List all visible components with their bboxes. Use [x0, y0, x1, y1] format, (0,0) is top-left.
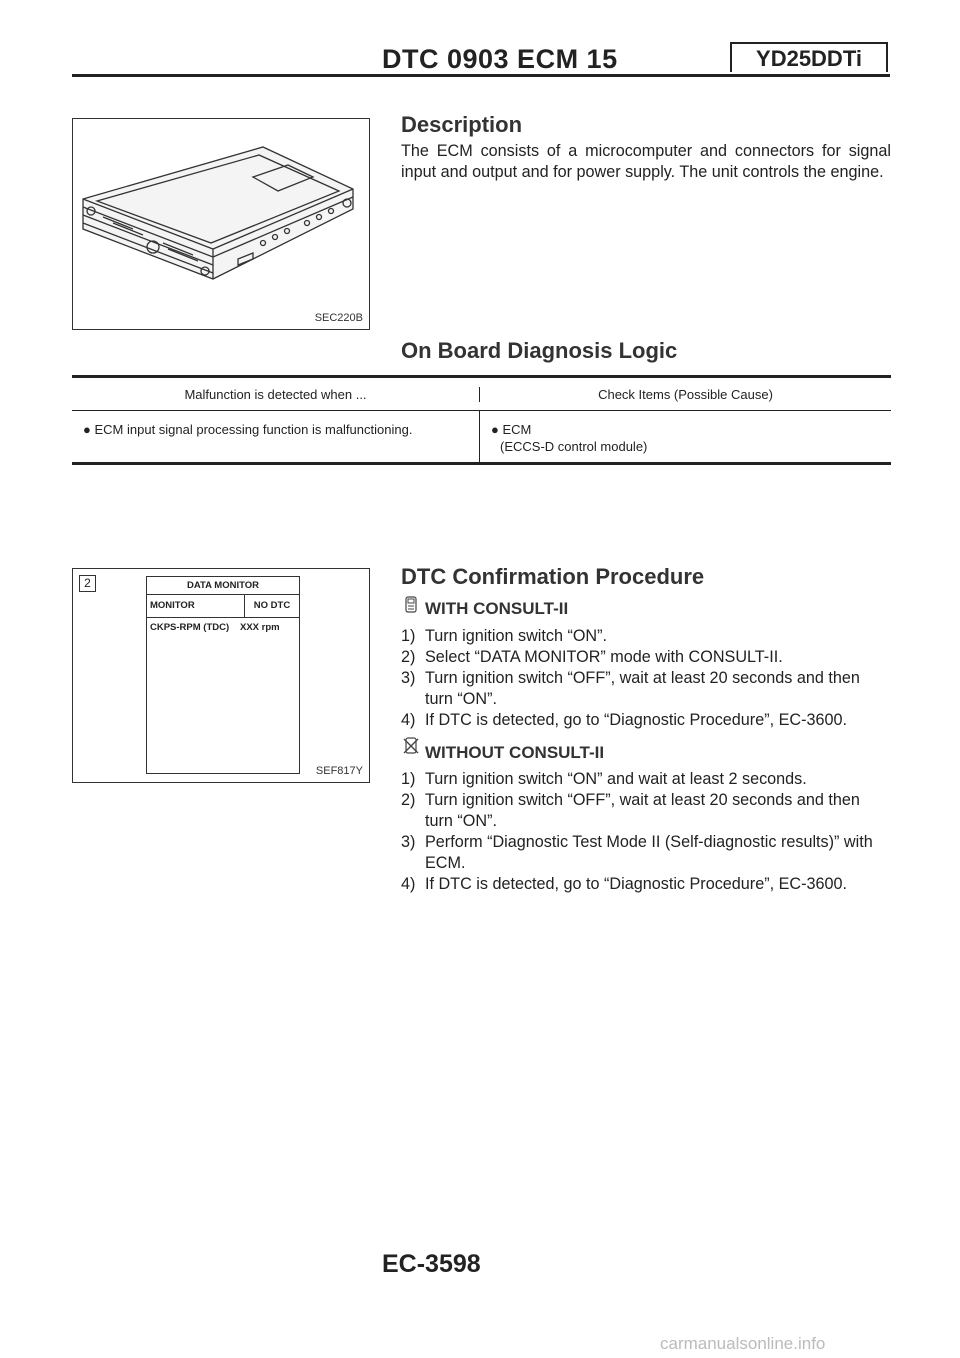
list-item: 4) If DTC is detected, go to “Diagnostic Procedure”, EC-3600.	[401, 875, 847, 893]
ecm-unit-drawing	[73, 119, 369, 329]
monitor-header-row	[147, 595, 299, 618]
monitor-status: NO DTC	[253, 600, 291, 611]
check-item-text: ECM	[502, 422, 532, 437]
no-consult-icon	[401, 736, 421, 756]
list-item: 2) Select “DATA MONITOR” mode with CONSULT-II.	[401, 648, 783, 666]
ecm-illustration	[72, 118, 370, 330]
bullet: ●	[83, 422, 91, 437]
without-consult-steps	[401, 769, 891, 895]
monitor-title: DATA MONITOR	[147, 577, 299, 595]
table-header-malfunction: Malfunction is detected when ...	[72, 387, 480, 402]
table-cell-check-items	[480, 411, 891, 462]
without-consult-heading: WITHOUT CONSULT-II	[425, 743, 605, 762]
list-item: 2) Turn ignition switch “OFF”, wait at least 20 seconds and then turn “ON”.	[401, 791, 860, 830]
monitor-col-label: MONITOR	[147, 595, 245, 617]
with-consult-steps	[401, 626, 891, 731]
obd-heading: On Board Diagnosis Logic	[401, 338, 678, 363]
page-number: EC-3598	[382, 1250, 481, 1278]
figure-code: SEC220B	[314, 312, 363, 324]
bullet: ●	[491, 422, 499, 437]
data-monitor-figure	[72, 568, 370, 783]
header-rule	[72, 74, 890, 77]
malfunction-text: ECM input signal processing function is malfunctioning.	[94, 422, 413, 437]
monitor-value: XXX rpm	[240, 622, 280, 633]
with-consult-heading: WITH CONSULT-II	[425, 599, 569, 618]
list-item: 1) Turn ignition switch “ON”.	[401, 627, 608, 645]
data-monitor-screen	[146, 576, 300, 774]
watermark: carmanualsonline.info	[660, 1334, 826, 1353]
dtc-heading: DTC Confirmation Procedure	[401, 564, 705, 589]
consult-icon	[401, 595, 421, 615]
list-item: 4) If DTC is detected, go to “Diagnostic Procedure”, EC-3600.	[401, 711, 847, 729]
page-header-title: DTC 0903 ECM 15	[382, 44, 618, 74]
list-item: 3) Turn ignition switch “OFF”, wait at least 20 seconds and then turn “ON”.	[401, 669, 860, 708]
table-header-check-items: Check Items (Possible Cause)	[598, 386, 773, 402]
table-header-row	[72, 378, 891, 411]
table-cell-malfunction	[72, 411, 480, 462]
check-item-subtext: (ECCS-D control module)	[500, 439, 648, 454]
description-heading: Description	[401, 112, 523, 137]
description-text: The ECM consists of a microcomputer and connectors for signal input and output and for power supply. The unit controls the engine.	[401, 142, 891, 181]
monitor-data-row	[147, 618, 299, 637]
list-item: 1) Turn ignition switch “ON” and wait at least 2 seconds.	[401, 770, 807, 788]
monitor-item: CKPS-RPM (TDC)	[150, 622, 230, 633]
list-item: 3) Perform “Diagnostic Test Mode II (Self-diagnostic results)” with ECM.	[401, 833, 873, 872]
obd-table	[72, 375, 891, 465]
engine-model-badge: YD25DDTi	[730, 42, 888, 72]
table-row	[72, 411, 891, 462]
figure-code: SEF817Y	[315, 765, 363, 777]
figure-number: 2	[79, 575, 96, 592]
